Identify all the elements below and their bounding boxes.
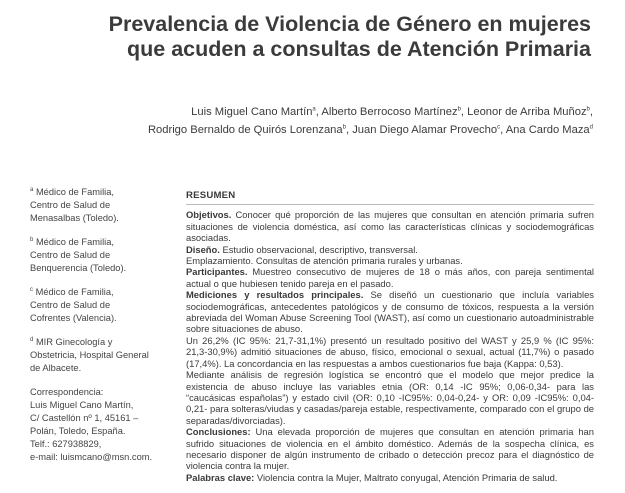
author-separator: , <box>500 124 506 136</box>
section-label: Palabras clave: <box>186 471 255 483</box>
affiliation-text: de Albacete. <box>30 363 82 373</box>
abstract <box>186 190 594 483</box>
correspondence-block <box>30 386 180 464</box>
authors-line-2 <box>0 121 593 139</box>
abstract-paragraph <box>186 244 594 255</box>
section-text: Estudio observacional, descriptivo, transversal. <box>219 243 418 255</box>
section-text: Emplazamiento. Consultas de atención primaria rurales y urbanas. <box>186 255 463 267</box>
title-line-1: Prevalencia de Violencia de Género en mujeres <box>108 12 591 36</box>
affiliation-mark: a <box>30 186 34 193</box>
section-text: Conocer qué proporción de las mujeres que consultan en atención primaria sufren situaciones de violencia doméstica, así como las características clínicas y sociodemográficas asociadas. <box>186 209 594 244</box>
author-affiliation-mark: a <box>312 106 316 113</box>
affiliation-line <box>30 336 180 349</box>
affiliation-line <box>30 262 180 275</box>
section-text: Violencia contra la Mujer, Maltrato conyugal, Atención Primaria de salud. <box>254 471 558 483</box>
author-name: Leonor de Arriba Muñoz <box>467 106 587 118</box>
correspondence-line: Correspondencia: <box>30 387 104 397</box>
author-list <box>0 103 593 139</box>
section-label: Objetivos. <box>186 209 232 221</box>
abstract-body <box>186 209 594 483</box>
section-text: Muestreo consecutivo de mujeres de 18 o más años, con pareja sentimental actual o que hubiesen tenido pareja en el pasado. <box>186 266 594 289</box>
section-text: Una elevada proporción de mujeres que consultan en atención primaria han sufrido situaciones de violencia en el ámbito doméstico. Además de la sospecha clínica, es necesario disponer de algún instrumento de cribado o detección precoz para el diagnóstico de violencia contra la mujer. <box>186 426 594 472</box>
correspondence-line: Polán, Toledo, España. <box>30 426 126 436</box>
affiliations-sidebar <box>30 186 180 464</box>
affiliation-line <box>30 236 180 249</box>
affiliation-item <box>30 286 180 325</box>
author-separator: , <box>345 124 353 136</box>
author-name: Juan Diego Alamar Provecho <box>352 124 498 136</box>
affiliation-item <box>30 336 180 375</box>
article-title <box>31 12 591 62</box>
author-separator: , <box>315 106 322 118</box>
abstract-paragraph <box>186 289 594 335</box>
affiliation-line <box>30 186 180 199</box>
affiliation-line <box>30 286 180 299</box>
section-label: Participantes. <box>186 266 248 278</box>
affiliation-list <box>30 186 180 375</box>
affiliation-text: Centro de Salud de <box>30 250 111 260</box>
affiliation-line <box>30 299 180 312</box>
author-name: Alberto Berrocoso Martínez <box>321 106 458 118</box>
affiliation-mark: c <box>30 286 33 293</box>
section-label: Mediciones y resultados principales. <box>186 289 364 301</box>
affiliation-item <box>30 236 180 275</box>
correspondence-line: Telf.: 627938829, <box>30 439 102 449</box>
affiliation-text: Médico de Familia, <box>35 187 114 197</box>
affiliation-line <box>30 199 180 212</box>
author-name: Luis Miguel Cano Martín <box>191 106 313 118</box>
abstract-paragraph <box>186 266 594 289</box>
author-name: Ana Cardo Maza <box>505 124 590 136</box>
correspondence-line: Luis Miguel Cano Martín, <box>30 400 134 410</box>
author-separator: , <box>460 106 468 118</box>
affiliation-text: Cofrentes (Valencia). <box>30 313 117 323</box>
author-name: Rodrigo Bernaldo de Quirós Lorenzana <box>147 124 343 136</box>
section-text: Mediante análisis de regresión logística se encontró que el modelo que mejor predice la existencia de abuso incluye las variables etnia (OR: 0,14 -IC 95%; 0,06-0,34- para las “caucásicas españolas”) y estado civil (OR: 0,10 -IC95%: 0,04-0,24- y OR: 0,09 -IC95%: 0,04-0,21- para solteras/viudas y casadas/pareja estable, respectivamente, comparado con el grupo de separadas/divorciadas). <box>186 369 594 426</box>
abstract-paragraph <box>186 209 594 243</box>
affiliation-line <box>30 362 180 375</box>
author-affiliation-mark: c <box>497 124 501 131</box>
affiliation-line <box>30 312 180 325</box>
section-text: Se diseñó un cuestionario que incluía variables sociodemográficas, antecedentes patológicos y de consumo de tóxicos, respuesta a la versión abreviada del Woman Abuse Screening Tool (WAST), así como un cuestionario autoadministrable sobre situaciones de abuso. <box>186 289 594 335</box>
affiliation-text: Menasalbas (Toledo). <box>30 213 119 223</box>
abstract-paragraph <box>186 369 594 426</box>
abstract-paragraph <box>186 426 594 472</box>
section-text: Un 26,2% (IC 95%: 21,7-31,1%) presentó un resultado positivo del WAST y 25,9 % (IC 95%: 21,3-30,9%) admitió situaciones de abuso, físico, emocional o sexual, actual (11,7%) o pasado (17,4%). La concordancia en las respuestas a ambos cuestionarios fue baja (Kappa: 0,53). <box>186 334 594 369</box>
affiliation-text: Médico de Familia, <box>35 237 114 247</box>
affiliation-line <box>30 249 180 262</box>
affiliation-text: Médico de Familia, <box>35 287 114 297</box>
author-affiliation-mark: b <box>457 106 461 113</box>
affiliation-item <box>30 186 180 225</box>
affiliation-line <box>30 349 180 362</box>
abstract-paragraph <box>186 335 594 369</box>
abstract-heading: RESUMEN <box>186 190 594 205</box>
author-affiliation-mark: b <box>586 106 590 113</box>
correspondence-line: e-mail: luismcano@msn.com. <box>30 452 153 462</box>
title-line-2: que acuden a consultas de Atención Primaria <box>127 37 591 61</box>
abstract-paragraph <box>186 255 594 266</box>
affiliation-text: MIR Ginecología y <box>35 337 113 347</box>
affiliation-text: Centro de Salud de <box>30 300 111 310</box>
affiliation-line <box>30 212 180 225</box>
authors-line-1 <box>0 103 593 121</box>
affiliation-text: Centro de Salud de <box>30 200 111 210</box>
section-label: Diseño. <box>186 243 220 255</box>
abstract-paragraph <box>186 472 594 483</box>
author-affiliation-mark: d <box>589 124 593 131</box>
affiliation-mark: b <box>30 236 34 243</box>
affiliation-mark: d <box>30 336 34 343</box>
affiliation-text: Obstetricia, Hospital General <box>30 350 149 360</box>
section-label: Conclusiones: <box>186 426 251 438</box>
author-affiliation-mark: b <box>342 124 346 131</box>
correspondence-line: C/ Castellón nº 1, 45161 – <box>30 413 139 423</box>
author-separator: , <box>589 106 593 118</box>
affiliation-text: Benquerencia (Toledo). <box>30 263 127 273</box>
